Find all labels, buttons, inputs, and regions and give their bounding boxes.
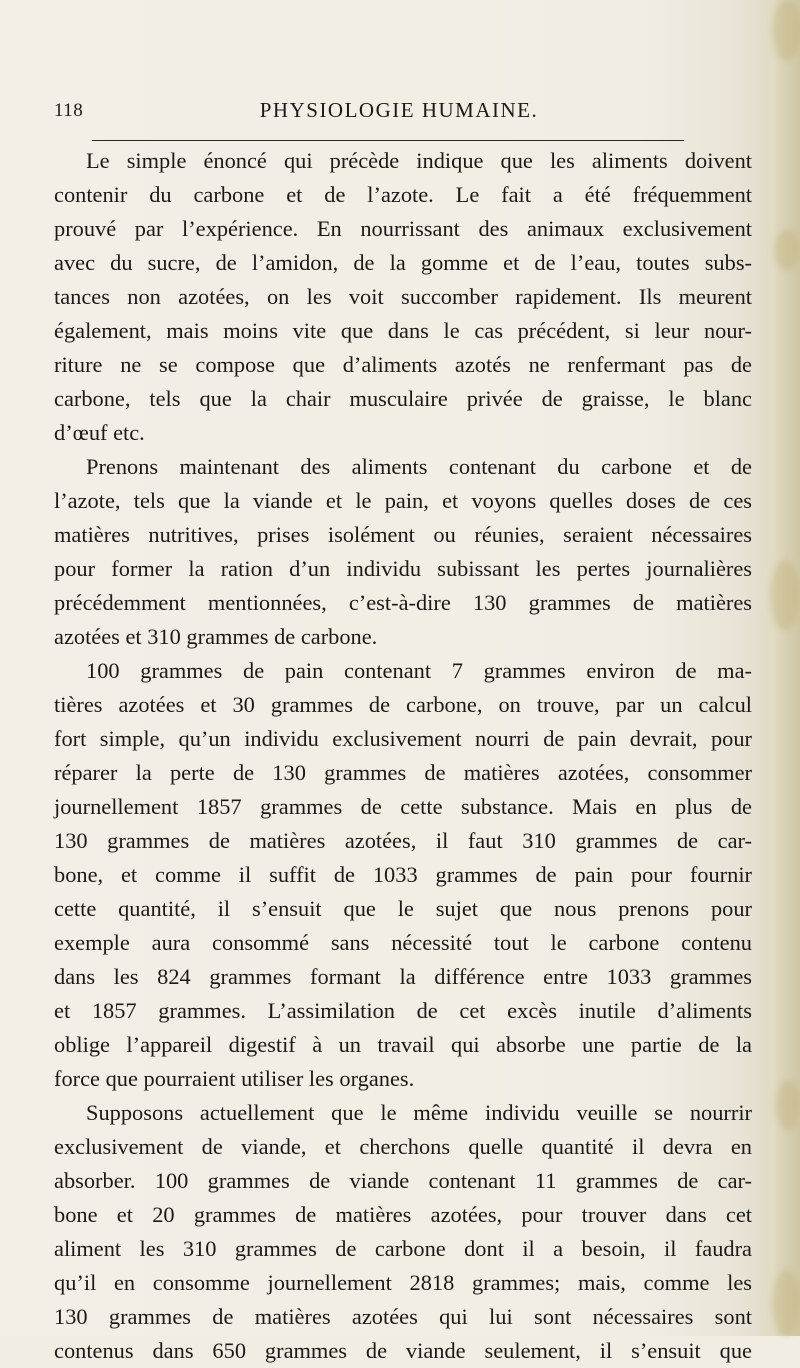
text-line: précédemment mentionnées, c’est-à-dire 130 grammes de matières xyxy=(54,590,752,615)
text-line: bone et 20 grammes de matières azotées, pour trouver dans cet xyxy=(54,1202,752,1227)
paragraph xyxy=(54,654,752,1096)
text-line: contenus dans 650 grammes de viande seulement, il s’ensuit que xyxy=(54,1338,752,1363)
header-rule xyxy=(92,140,684,141)
text-line: contenir du carbone et de l’azote. Le fait a été fréquemment xyxy=(54,182,752,207)
text-line: azotées et 310 grammes de carbone. xyxy=(54,624,378,649)
text-line: 130 grammes de matières azotées, il faut 310 grammes de car- xyxy=(54,828,752,853)
text-line: avec du sucre, de l’amidon, de la gomme et de l’eau, toutes subs- xyxy=(54,250,752,275)
text-line: carbone, tels que la chair musculaire privée de graisse, le blanc xyxy=(54,386,752,411)
text-line: également, mais moins vite que dans le cas précédent, si leur nour- xyxy=(54,318,752,343)
text-line: dans les 824 grammes formant la différence entre 1033 grammes xyxy=(54,964,752,989)
text-line: et 1857 grammes. L’assimilation de cet excès inutile d’aliments xyxy=(54,998,752,1023)
text-line: Supposons actuellement que le même individu veuille se nourrir xyxy=(86,1100,752,1125)
text-line: riture ne se compose que d’aliments azotés ne renfermant pas de xyxy=(54,352,752,377)
text-line: qu’il en consomme journellement 2818 grammes; mais, comme les xyxy=(54,1270,752,1295)
text-line: d’œuf etc. xyxy=(54,420,145,445)
text-line: oblige l’appareil digestif à un travail qui absorbe une partie de la xyxy=(54,1032,752,1057)
text-line: aliment les 310 grammes de carbone dont il a besoin, il faudra xyxy=(54,1236,752,1261)
text-line: 130 grammes de matières azotées qui lui sont nécessaires sont xyxy=(54,1304,752,1329)
text-line: bone, et comme il suffit de 1033 grammes de pain pour fournir xyxy=(54,862,752,887)
paragraph xyxy=(54,450,752,654)
text-line: prouvé par l’expérience. En nourrissant des animaux exclusivement xyxy=(54,216,752,241)
running-head: PHYSIOLOGIE HUMAINE. xyxy=(259,98,539,122)
text-line: exemple aura consommé sans nécessité tout le carbone contenu xyxy=(54,930,752,955)
text-line: matières nutritives, prises isolément ou réunies, seraient nécessaires xyxy=(54,522,752,547)
text-line: Prenons maintenant des aliments contenant du carbone et de xyxy=(86,454,752,479)
paragraph xyxy=(54,144,752,450)
text-line: l’azote, tels que la viande et le pain, et voyons quelles doses de ces xyxy=(54,488,752,513)
text-line: absorber. 100 grammes de viande contenant 11 grammes de car- xyxy=(54,1168,752,1193)
text-line: réparer la perte de 130 grammes de matières azotées, consommer xyxy=(54,760,752,785)
text-line: 100 grammes de pain contenant 7 grammes environ de ma- xyxy=(86,658,752,683)
page-number: 118 xyxy=(54,100,84,121)
text-line: Le simple énoncé qui précède indique que les aliments doivent xyxy=(86,148,752,173)
text-line: cette quantité, il s’ensuit que le sujet que nous prenons pour xyxy=(54,896,752,921)
paragraph xyxy=(54,1096,752,1368)
page-edge-shading xyxy=(754,0,800,1336)
text-line: pour former la ration d’un individu subissant les pertes journalières xyxy=(54,556,752,581)
text-line: tières azotées et 30 grammes de carbone, on trouve, par un calcul xyxy=(54,692,752,717)
text-line: journellement 1857 grammes de cette substance. Mais en plus de xyxy=(54,794,752,819)
text-line: force que pourraient utiliser les organes. xyxy=(54,1066,415,1091)
page-header xyxy=(54,100,744,130)
body-text xyxy=(54,144,752,1368)
text-line: fort simple, qu’un individu exclusivement nourri de pain devrait, pour xyxy=(54,726,752,751)
text-line: exclusivement de viande, et cherchons quelle quantité il devra en xyxy=(54,1134,752,1159)
text-line: tances non azotées, on les voit succomber rapidement. Ils meurent xyxy=(54,284,752,309)
